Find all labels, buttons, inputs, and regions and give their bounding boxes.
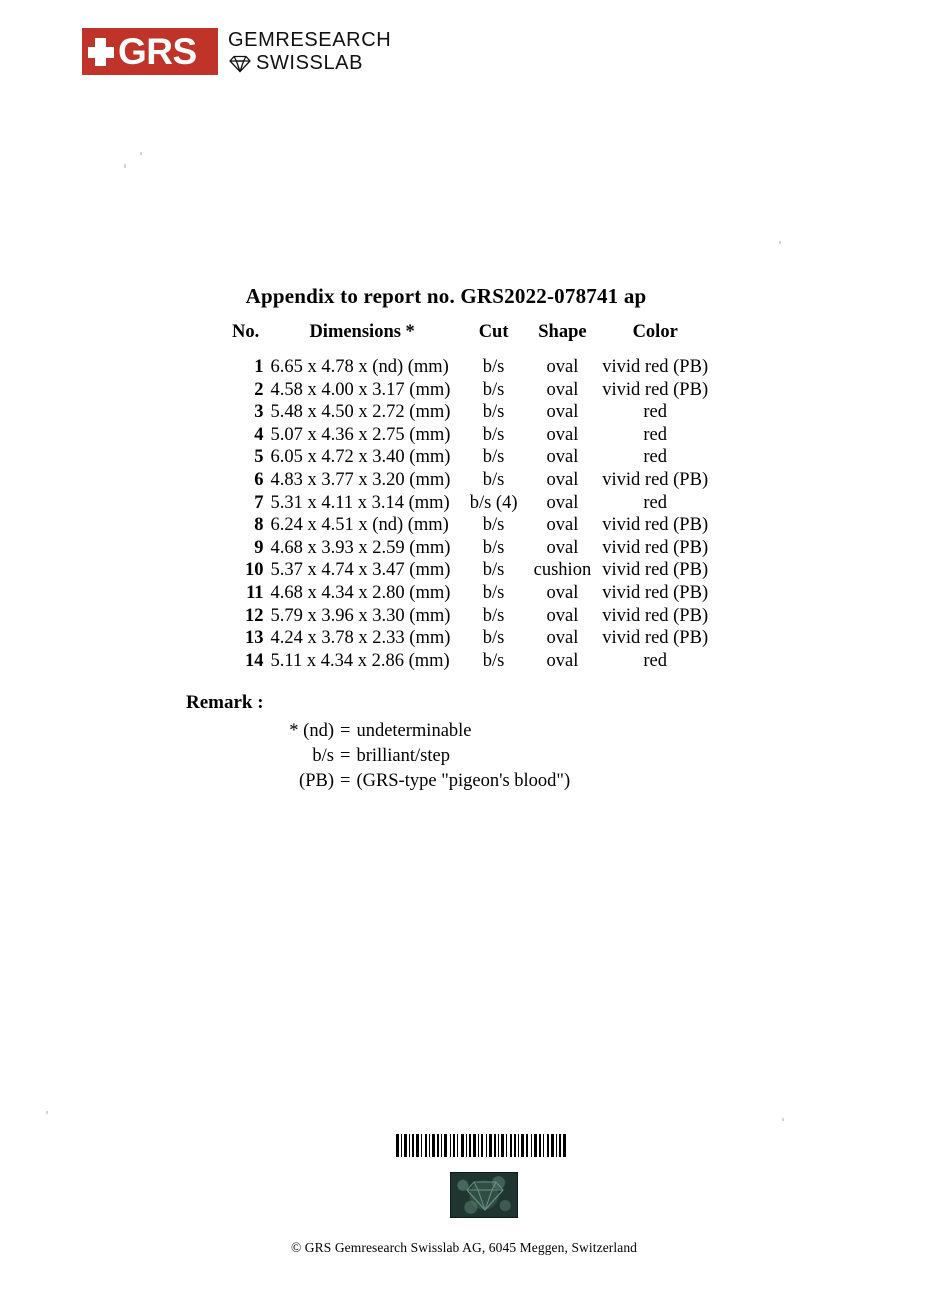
cell-cut: b/s [482,650,505,671]
table-row [232,559,712,582]
page-title-text: Appendix to report no. GRS2022-078741 ap [245,284,647,308]
cell-no: 12 [245,605,264,626]
scan-speckle [782,1118,784,1121]
cell-shape: oval [546,357,579,377]
scan-speckle [46,1111,48,1114]
logo-swisslab-text: SWISSLAB [256,52,364,74]
cell-shape: oval [546,424,579,445]
cell-cut: b/s [482,424,505,445]
cell-no: 9 [254,537,264,558]
report-barcode [396,1134,566,1157]
remark-key: (PB) [299,771,334,791]
cell-dimensions: 6.05 x 4.72 x 3.40 (mm) [270,447,451,468]
table-row [232,514,712,537]
table-body [232,356,712,672]
swiss-cross-icon [88,38,114,66]
remark-value: brilliant/step [356,746,450,766]
security-hologram-seal [450,1172,518,1218]
cell-dimensions: 4.68 x 4.34 x 2.80 (mm) [270,582,451,603]
barcode-bar [563,1134,566,1157]
cell-cut: b/s [482,447,505,468]
cell-cut: b/s [482,357,505,377]
cell-color: vivid red (PB) [602,582,709,603]
cell-dimensions: 5.31 x 4.11 x 3.14 (mm) [270,492,450,513]
table-row [232,401,712,424]
cell-cut: b/s [482,379,505,400]
cell-no: 8 [254,515,264,536]
cell-shape: oval [546,582,579,603]
table-row [232,446,712,469]
table-row [232,627,712,650]
scan-speckle [779,241,781,244]
cell-color: vivid red (PB) [602,628,709,649]
column-header-color: Color [632,322,678,342]
table-row [232,582,712,605]
cell-color: red [643,402,667,423]
cell-color: vivid red (PB) [602,469,709,490]
remark-equals: = [340,721,351,741]
cell-shape: oval [546,447,579,468]
cell-cut: b/s [482,402,505,423]
remark-item [248,769,570,794]
cell-no: 14 [245,650,264,671]
cell-no: 4 [254,424,264,445]
cell-no: 11 [246,582,264,603]
gemstone-table [232,322,712,672]
cell-dimensions: 5.11 x 4.34 x 2.86 (mm) [270,650,450,671]
cell-shape: oval [546,537,579,558]
remark-key: b/s [312,746,334,766]
table-row [232,424,712,447]
column-header-cut: Cut [478,322,509,342]
cell-no: 10 [245,560,264,581]
cell-color: vivid red (PB) [602,537,709,558]
remark-item [248,719,570,744]
table-row [232,537,712,560]
scan-speckle [140,152,142,155]
cell-color: red [643,447,667,468]
page-title [0,284,928,309]
column-header-no: No. [232,322,260,342]
cell-no: 3 [254,402,264,423]
cell-cut: b/s [482,469,505,490]
diamond-icon [464,1179,506,1213]
cell-cut: b/s [482,628,505,649]
cell-shape: oval [546,628,579,649]
cell-shape: oval [546,402,579,423]
remark-item [248,744,570,769]
cell-color: vivid red (PB) [602,379,709,400]
cell-color: red [643,424,667,445]
cell-dimensions: 5.07 x 4.36 x 2.75 (mm) [270,424,451,445]
footer-copyright: © GRS Gemresearch Swisslab AG, 6045 Meggen, Switzerland [290,1240,638,1255]
remark-list [248,719,570,794]
cell-no: 6 [254,469,264,490]
cell-shape: oval [546,650,579,671]
cell-cut: b/s [482,515,505,536]
cell-no: 13 [245,628,264,649]
table-header [232,322,712,356]
column-header-dimensions: Dimensions * [309,322,415,342]
logo-gemresearch-text: GEMRESEARCH [228,29,392,51]
grs-logo-mark [82,28,218,75]
cell-dimensions: 6.24 x 4.51 x (nd) (mm) [270,515,449,536]
cell-shape: oval [546,379,579,400]
remark-key: * (nd) [289,721,334,741]
grs-logo-wordmark [228,28,391,75]
column-header-shape: Shape [538,322,587,342]
table-row [232,605,712,628]
cell-shape: oval [546,492,579,513]
cell-cut: b/s [482,560,505,581]
remark-title: Remark : [186,692,264,713]
remark-equals: = [340,746,351,766]
cell-dimensions: 5.37 x 4.74 x 3.47 (mm) [270,560,451,581]
table-row [232,492,712,515]
remark-section [186,692,570,794]
table-row [232,356,712,379]
cell-shape: oval [546,515,579,536]
grs-logo [82,28,391,75]
grs-logo-text: GRS [118,31,197,72]
cell-shape: cushion [533,560,592,581]
remark-value: (GRS-type "pigeon's blood") [356,771,571,791]
cell-dimensions: 4.68 x 3.93 x 2.59 (mm) [270,537,451,558]
cell-no: 2 [254,379,264,400]
cell-cut: b/s [482,582,505,603]
cell-dimensions: 4.58 x 4.00 x 3.17 (mm) [270,379,451,400]
cell-color: vivid red (PB) [602,560,709,581]
table-header-row [232,322,712,356]
table-row [232,379,712,402]
remark-value: undeterminable [356,721,472,741]
cell-color: vivid red (PB) [602,605,709,626]
logo-swisslab-line [228,52,391,75]
cell-cut: b/s (4) [469,492,518,513]
cell-color: red [643,650,667,671]
cell-shape: oval [546,469,579,490]
cell-no: 5 [254,447,264,468]
table-row [232,650,712,673]
cell-dimensions: 4.24 x 3.78 x 2.33 (mm) [270,628,451,649]
cell-dimensions: 5.48 x 4.50 x 2.72 (mm) [270,402,451,423]
cell-dimensions: 4.83 x 3.77 x 3.20 (mm) [270,469,451,490]
scan-speckle [124,164,126,168]
table-row [232,469,712,492]
cell-no: 1 [254,357,264,377]
cell-color: vivid red (PB) [602,515,709,536]
remark-equals: = [340,771,351,791]
cell-no: 7 [254,492,264,513]
cell-dimensions: 5.79 x 3.96 x 3.30 (mm) [270,605,451,626]
cell-shape: oval [546,605,579,626]
cell-color: red [643,492,667,513]
cell-cut: b/s [482,537,505,558]
cell-color: vivid red (PB) [602,357,709,377]
cell-cut: b/s [482,605,505,626]
cell-dimensions: 6.65 x 4.78 x (nd) (mm) [270,357,449,377]
diamond-icon [228,55,252,73]
